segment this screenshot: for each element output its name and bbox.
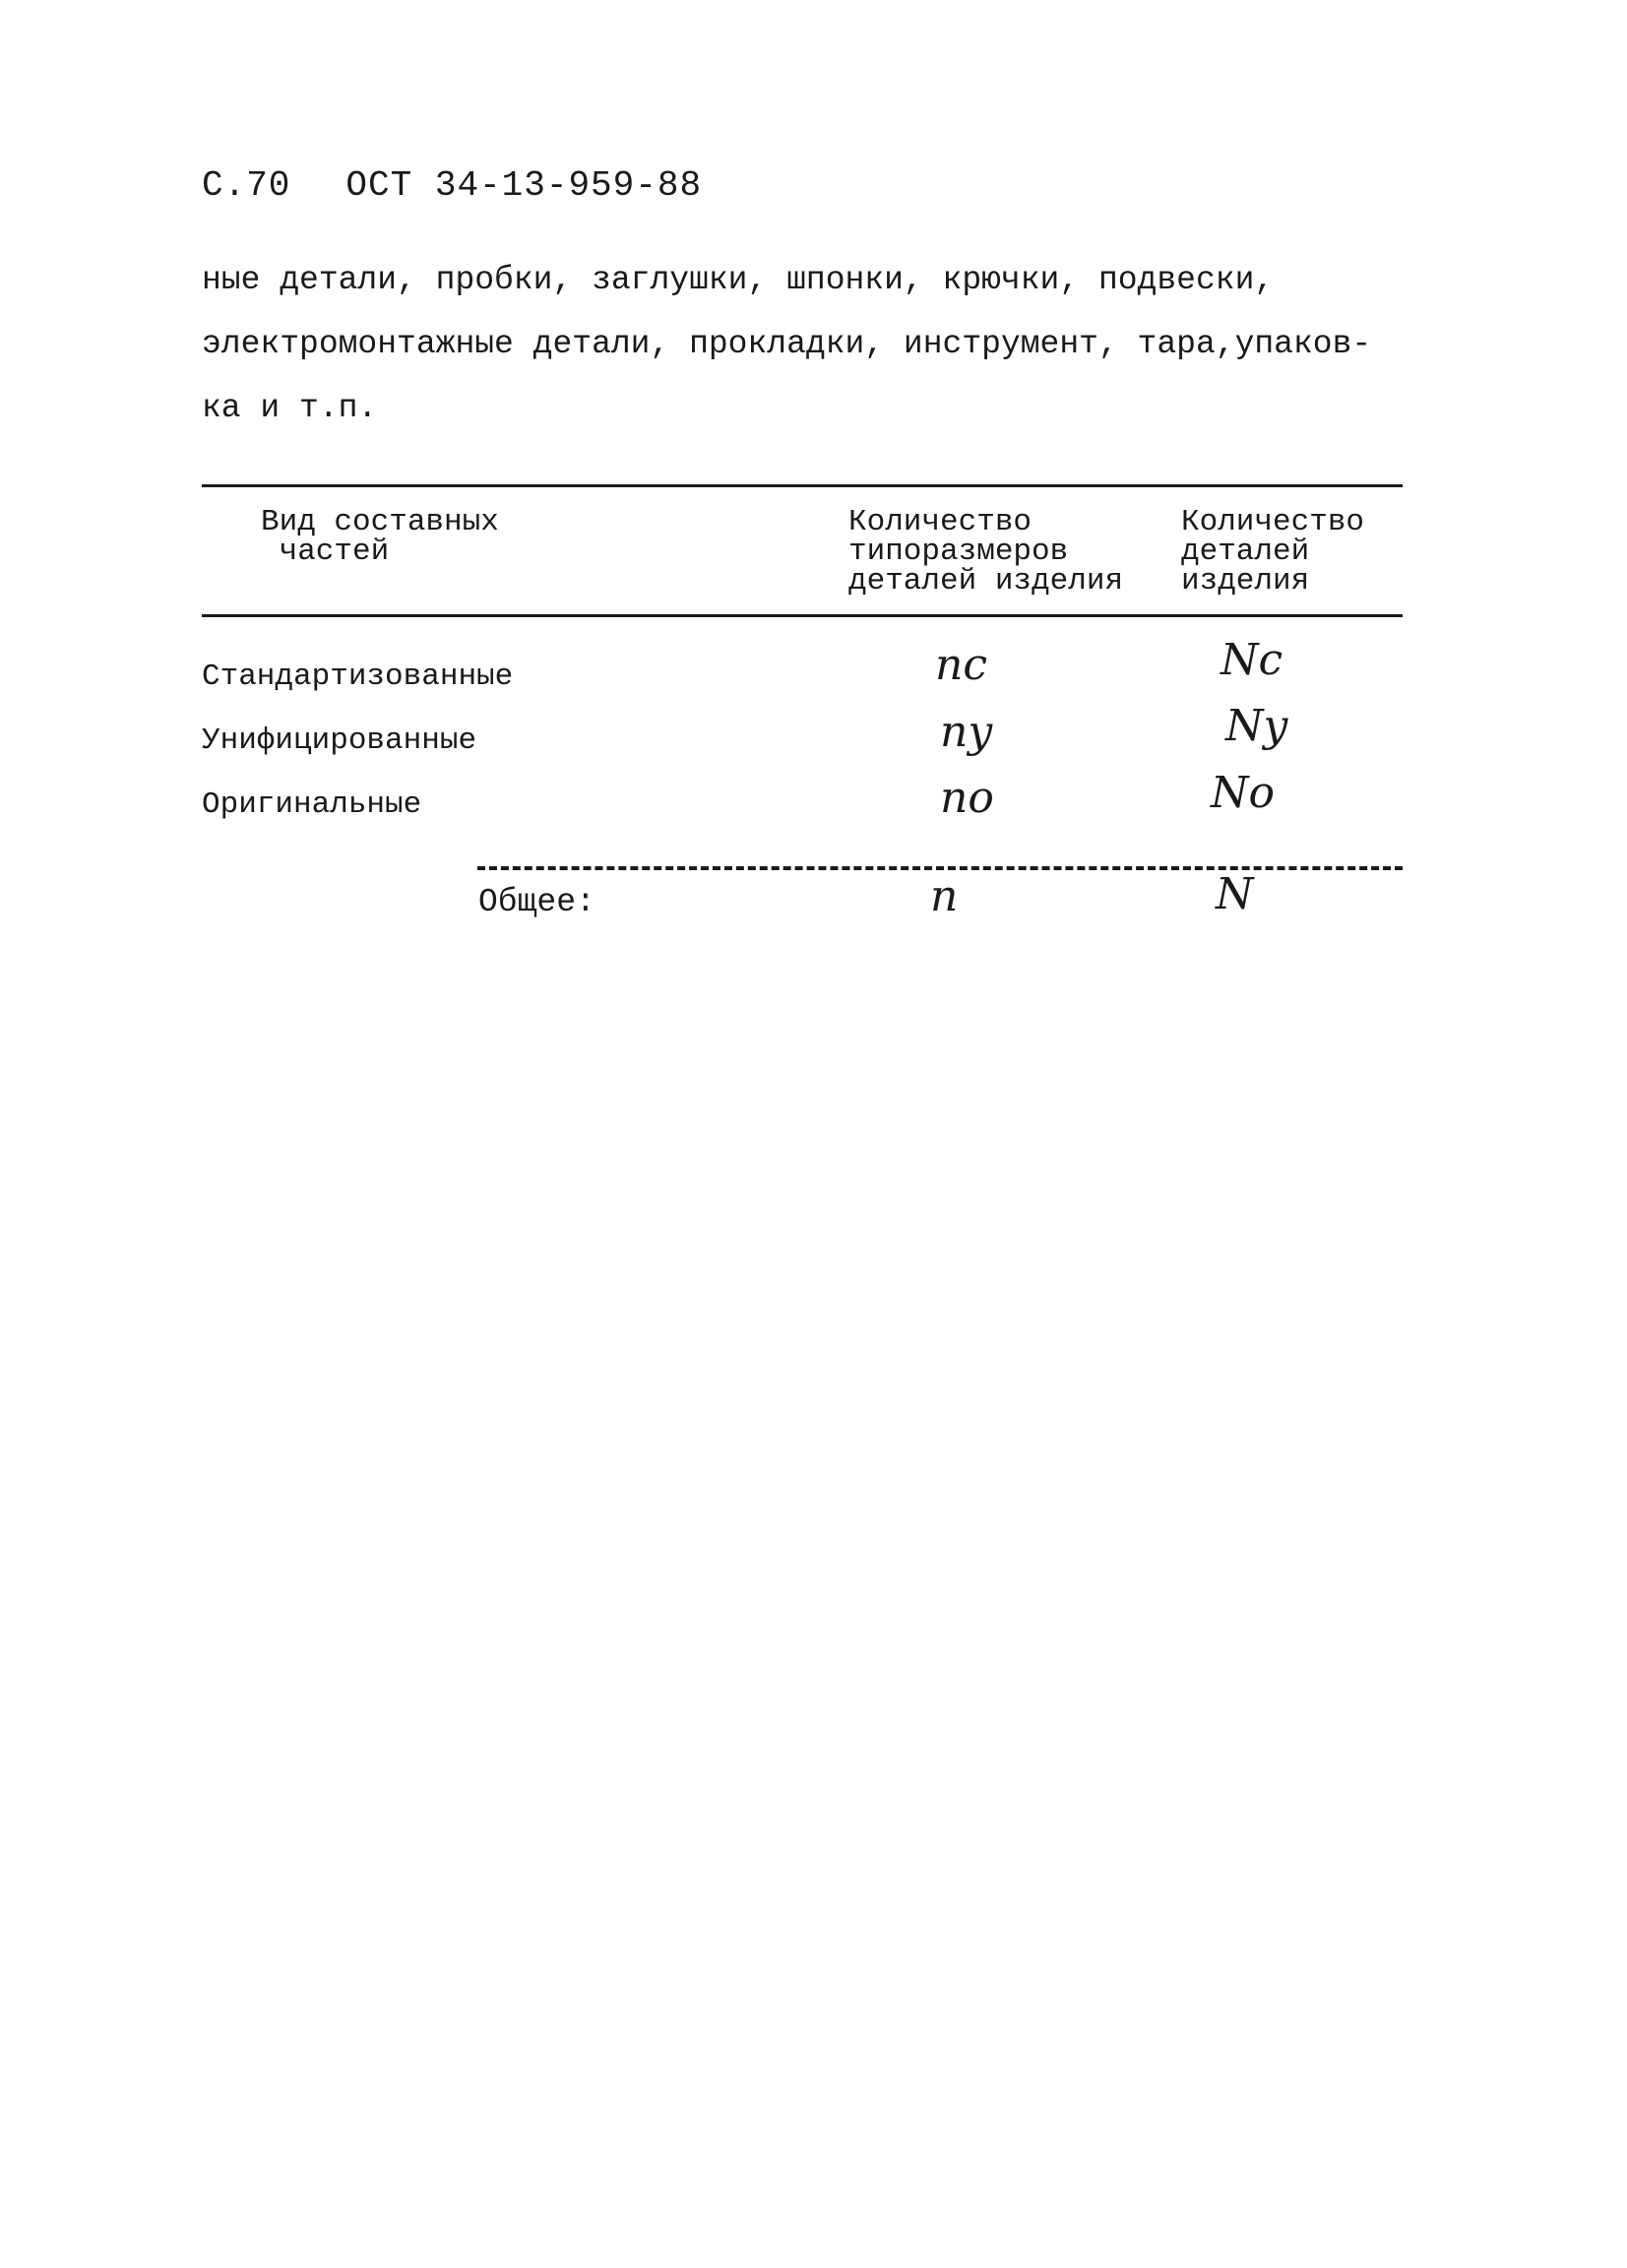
value-types-standard: nc [935,640,987,690]
table-top-rule [202,484,1403,487]
value-types-total: n [930,871,959,921]
header-part-count: Количество деталей изделия [1181,505,1365,598]
value-types-unified: ny [940,707,993,757]
table-header-rule [202,614,1403,617]
row-label-original: Оригинальные [202,788,422,822]
intro-line: ка и т.п. [202,390,378,426]
value-parts-standard: Nc [1220,635,1283,685]
intro-text [202,248,1371,440]
table-dashed-rule [477,866,1403,870]
value-parts-total: N [1216,869,1254,919]
row-label-unified: Унифицированные [202,724,477,758]
value-parts-unified: Ny [1225,701,1288,751]
row-label-standard: Стандартизованные [202,660,514,694]
page-header [202,165,702,206]
intro-line: электромонтажные детали, прокладки, инструмент, тара,упаков- [202,326,1372,362]
value-types-original: no [940,773,994,823]
header-type-count: Количество типоразмеров деталей изделия [848,505,1124,598]
standard-number: ОСТ 34-13-959-88 [345,165,703,206]
page-number: С.70 [202,165,291,206]
value-parts-original: No [1211,768,1275,818]
header-part-kind: Вид составных частей [261,505,499,569]
total-label: Общее: [478,884,595,920]
intro-line: ные детали, пробки, заглушки, шпонки, крючки, подвески, [202,262,1275,298]
